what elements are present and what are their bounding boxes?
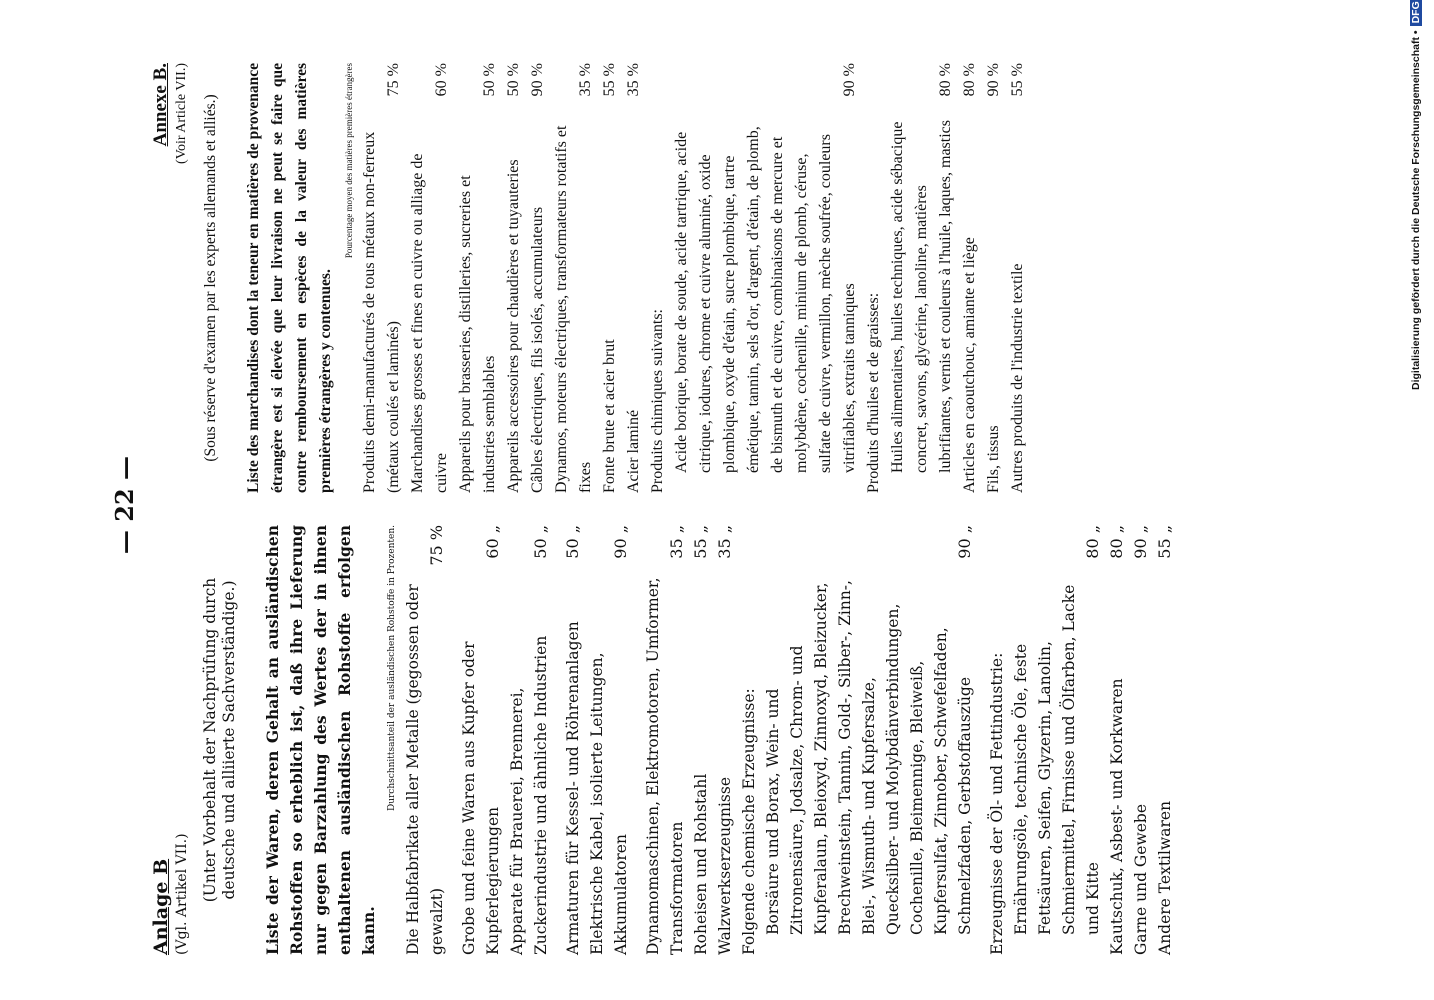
table-row — [526, 63, 550, 493]
table-row — [1129, 525, 1153, 955]
row-value: 75 % — [385, 63, 402, 97]
table-row — [457, 525, 505, 955]
row-label: Produits demi-manufacturés de tous métaux non-ferreux (métaux coulés et laminés) — [361, 131, 402, 493]
french-rows — [358, 63, 1030, 493]
table-row — [561, 525, 585, 955]
german-annex-title: Anlage B — [150, 858, 172, 955]
row-label: Garne und Gewebe — [1132, 803, 1150, 955]
german-rows — [401, 525, 1177, 955]
table-row — [406, 63, 454, 493]
french-column — [149, 63, 1030, 493]
row-label: Erzeugnisse der Öl- und Fettindustrie: — [988, 652, 1006, 955]
row-value: 50 „ — [563, 525, 582, 559]
german-column-heading: Durchschnittsanteil der ausländischen Rohstoffe in Prozenten. — [387, 525, 397, 812]
row-label: Kautschuk, Asbest- und Korkwaren — [1108, 678, 1126, 955]
row-value: 35 % — [577, 63, 594, 97]
row-value: 60 „ — [483, 525, 502, 559]
table-row — [737, 525, 761, 955]
row-value: 80 „ — [1107, 525, 1126, 559]
row-label: Borsäure und Borax, Wein- und Zitronensäure, Jodsalze, Chrom- und Kupferalaun, Bleioxyd, Zinnoxyd, Bleizucker, Brechweinstein, Tannin, Gold-, Silber-, Zinn-, Blei-, Wismuth- und Kupfersalze, Quecksilber- und Molybdänverbindungen, Cochenille, Bleimennige, Bleiweiß, Kupfersulfat, Zinnober, Schwefelfaden, Schmelzfaden, Gerbstoffauszüge — [764, 580, 974, 935]
row-value: 90 „ — [955, 525, 974, 559]
row-label: Dynamomaschinen, Elektromotoren, Umformer, Transformatoren — [644, 577, 686, 955]
rotated-sheet — [105, 55, 1325, 955]
row-value: 90 % — [529, 63, 546, 97]
row-value: 50 % — [505, 63, 522, 97]
row-label: Produits d'huiles et de graisses: — [865, 292, 882, 493]
row-value: 55 % — [601, 63, 618, 97]
row-value: 90 „ — [1131, 525, 1150, 559]
row-label: Armaturen für Kessel- und Röhrenanlagen — [564, 621, 582, 955]
row-label: Appareils pour brasseries, distilleries, sucreries et industries semblables — [457, 175, 498, 493]
table-row — [598, 63, 622, 493]
table-row — [454, 63, 502, 493]
row-value: 75 % — [427, 525, 446, 566]
row-label: Acier laminé — [625, 409, 642, 493]
table-row — [1009, 525, 1105, 955]
row-label: Câbles électriques, fils isolés, accumulateurs — [529, 206, 546, 493]
row-value: 60 % — [433, 63, 450, 97]
row-value: 80 „ — [1083, 525, 1102, 559]
table-row — [505, 525, 553, 955]
row-label: Roheisen und Rohstahl — [692, 773, 710, 955]
row-value: 90 % — [985, 63, 1002, 97]
row-value: 35 „ — [715, 525, 734, 559]
table-row — [1105, 525, 1129, 955]
french-column-heading: Pourcentage moyen des matières premières étrangères — [344, 63, 354, 259]
row-value: 80 % — [961, 63, 978, 97]
row-label: Grobe und feine Waren aus Kupfer oder Kupferlegierungen — [460, 641, 502, 955]
table-row — [761, 525, 977, 955]
row-label: Apparate für Brauerei, Brennerei, Zuckerindustrie und ähnliche Industrien — [508, 635, 550, 955]
table-row — [958, 63, 982, 493]
table-row — [689, 525, 713, 955]
row-value: 35 „ — [667, 525, 686, 559]
table-row — [502, 63, 526, 493]
row-label: Acide borique, borate de soude, acide tartrique, acide citrique, iodures, chrome et cuivre aluminé, oxide plombique, oxyde d'étain, sucre plombique, tartre émétique, tannin, sels d'or, d'argent, d'étain, de plomb, de bismuth et de cuivre, combinaisons de mercure et molybdène, cochenille, minium de plomb, céruse, sulfate de cuivre, vermillon, mèche soufrée, couleurs vitrifiables, extraits tanniques — [673, 126, 858, 473]
row-label: Fils, tissus — [985, 425, 1002, 493]
german-annex-ref: (Vgl. Artikel VII.) — [174, 833, 190, 955]
table-row — [358, 63, 406, 493]
row-label: Die Halbfabrikate aller Metalle (gegossen oder gewalzt) — [404, 584, 446, 955]
table-row — [641, 525, 689, 955]
dfg-logo: DFG — [1410, 0, 1422, 26]
row-label: Fonte brute et acier brut — [601, 339, 618, 493]
table-row — [982, 63, 1006, 493]
table-row — [401, 525, 449, 955]
french-reserve-note: (Sous réserve d'examen par les experts allemands et alliés.) — [202, 94, 219, 462]
french-list-heading: Liste des marchandises dont la teneur en matières de provenance étrangère est si élevée que leur livraison ne peut se faire que contre remboursement en espèces de la valeur des matières premières étrangères y contenues. — [245, 63, 334, 493]
row-value: 55 „ — [691, 525, 710, 559]
row-label: Produits chimiques suivants: — [649, 309, 666, 493]
table-row — [886, 63, 958, 493]
credit-text: Digitalisierung gefördert durch die Deutsche Forschungsgemeinschaft • — [1410, 30, 1422, 390]
table-row — [622, 63, 646, 493]
table-row — [1153, 525, 1177, 955]
row-label: Articles en caoutchouc, amiante et liège — [961, 237, 978, 493]
row-label: Appareils accessoires pour chaudières et tuyauteries — [505, 159, 522, 493]
table-row — [670, 63, 862, 493]
german-reserve-note: (Unter Vorbehalt der Nachprüfung durch deutsche und alliierte Sachverständige.) — [201, 577, 238, 903]
table-row — [862, 63, 886, 493]
digitization-credit — [1410, 1, 1434, 390]
row-value: 80 % — [937, 63, 954, 97]
french-annex-ref: (Voir Article VII.) — [174, 63, 189, 164]
row-label: Marchandises grosses et fines en cuivre ou alliage de cuivre — [409, 153, 450, 493]
table-row — [985, 525, 1009, 955]
row-label: Ernährungsöle, technische Öle, feste Fettsäuren, Seifen, Glyzerin, Lanolin, Schmiermittel, Firnisse und Ölfarben, Lacke und Kitte — [1012, 584, 1102, 935]
table-row — [646, 63, 670, 493]
row-label: Dynamos, moteurs électriques, transformateurs rotatifs et fixes — [553, 125, 594, 493]
table-row — [585, 525, 633, 955]
row-label: Andere Textilwaren — [1156, 800, 1174, 955]
row-value: 50 „ — [531, 525, 550, 559]
page-number: — 22 — — [110, 455, 139, 555]
table-row — [713, 525, 737, 955]
row-value: 55 % — [1009, 63, 1026, 97]
row-label: Autres produits de l'industrie textile — [1009, 263, 1026, 493]
row-value: 55 „ — [1155, 525, 1174, 559]
table-row — [1006, 63, 1030, 493]
row-label: Elektrische Kabel, isolierte Leitungen, Akkumulatoren — [588, 652, 630, 955]
row-label: Huiles alimentaires, huiles techniques, acide sébacique concret, savons, glycérine, lanoline, matières lubrifiantes, vernis et couleurs à l'huile, laques, mastics — [889, 119, 954, 473]
row-value: 90 „ — [611, 525, 630, 559]
row-label: Walzwerkserzeugnisse — [716, 777, 734, 955]
german-list-heading: Liste der Waren, deren Gehalt an ausländischen Rohstoffen so erheblich ist, daß ihre Lieferung nur gegen Barzahlung des Wertes der in ihnen enthaltenen ausländischen Rohstoffe erfolgen kann. — [263, 525, 378, 955]
row-value: 90 % — [841, 63, 858, 97]
row-value: 50 % — [481, 63, 498, 97]
row-label: Folgende chemische Erzeugnisse: — [740, 688, 758, 955]
row-value: 35 % — [625, 63, 642, 97]
german-column — [149, 525, 1177, 955]
table-row — [550, 63, 598, 493]
french-annex-title: Annexe B. — [150, 63, 171, 147]
